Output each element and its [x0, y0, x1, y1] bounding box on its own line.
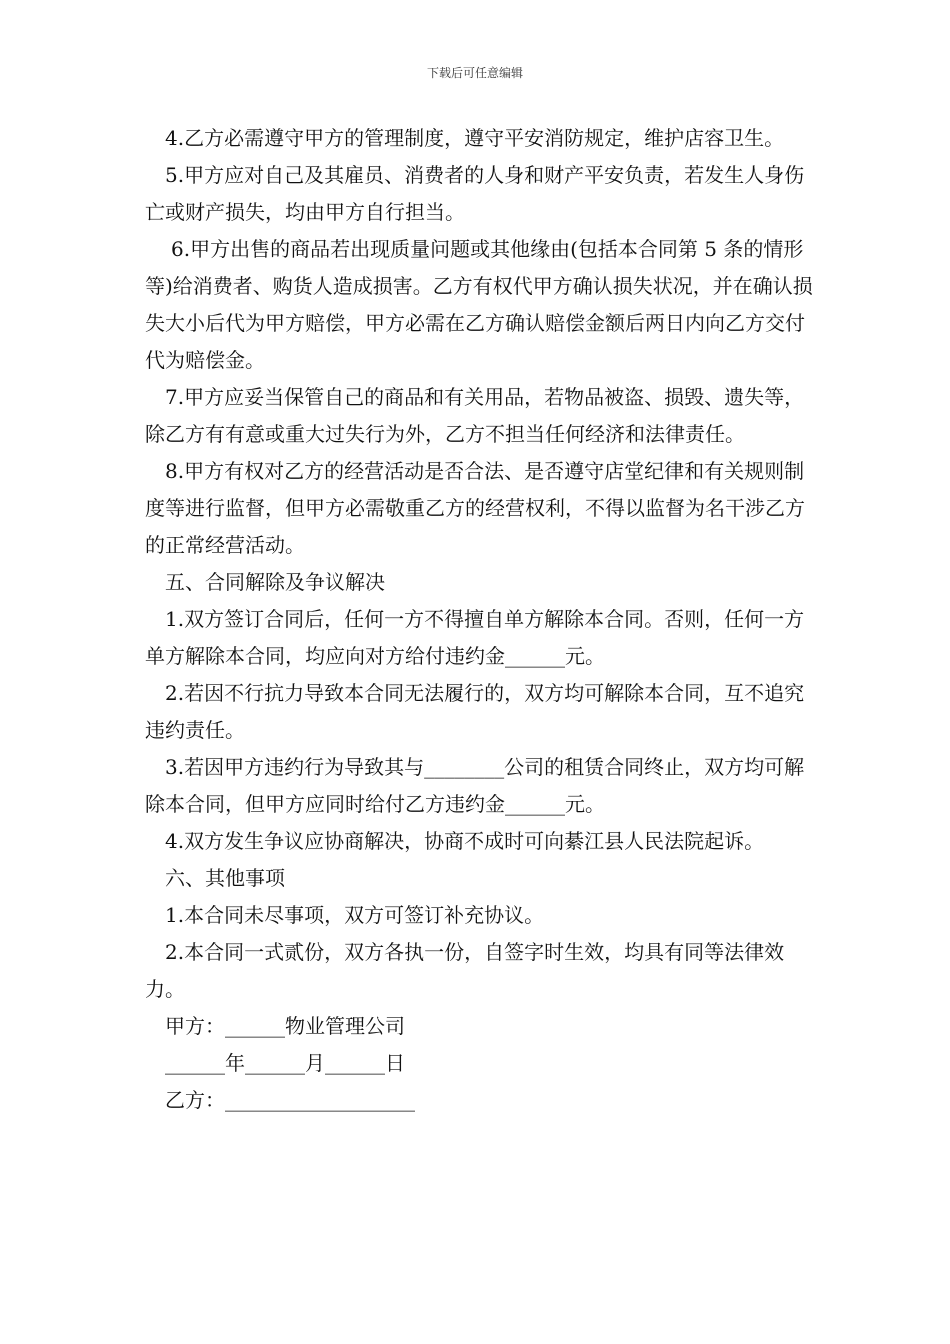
party-b-line: 乙方：___________________: [165, 1088, 415, 1112]
section-5-heading: 五、合同解除及争议解决: [165, 570, 385, 594]
section-5-item-1: 1.双方签订合同后，任何一方不得擅自单方解除本合同。否则，任何一方单方解除本合同，均应向对方给付违约金______元。: [145, 607, 805, 668]
clause-5: 5.甲方应对自己及其雇员、消费者的人身和财产平安负责，若发生人身伤亡或财产损失，均由甲方自行担当。: [145, 163, 805, 224]
section-6-item-1: 1.本合同未尽事项，双方可签订补充协议。: [165, 903, 545, 927]
section-6-item-2: 2.本合同一式贰份，双方各执一份，自签字时生效，均具有同等法律效力。: [145, 940, 785, 1001]
section-5-item-4: 4.双方发生争议应协商解决，协商不成时可向綦江县人民法院起诉。: [165, 829, 765, 853]
clause-8: 8.甲方有权对乙方的经营活动是否合法、是否遵守店堂纪律和有关规则制度等进行监督，但甲方必需敬重乙方的经营权利，不得以监督为名干涉乙方的正常经营活动。: [145, 459, 805, 557]
clause-7: 7.甲方应妥当保管自己的商品和有关用品，若物品被盗、损毁、遗失等，除乙方有有意或重大过失行为外，乙方不担当任何经济和法律责任。: [145, 385, 805, 446]
section-5-item-3: 3.若因甲方违约行为导致其与________公司的租赁合同终止，双方均可解除本合同，但甲方应同时给付乙方违约金______元。: [145, 755, 805, 816]
section-5-item-2: 2.若因不行抗力导致本合同无法履行的，双方均可解除本合同，互不追究违约责任。: [145, 681, 805, 742]
party-a-line: 甲方：______物业管理公司: [165, 1014, 405, 1038]
date-line: ______年______月______日: [165, 1051, 405, 1075]
clause-6: 6.甲方出售的商品若出现质量问题或其他缘由(包括本合同第 5 条的情形等)给消费者、购货人造成损害。乙方有权代甲方确认损失状况，并在确认损失大小后代为甲方赔偿，甲方必需在乙方确认赔偿金额后两日内向乙方交付代为赔偿金。: [145, 237, 813, 372]
page-header: 下载后可任意编辑: [426, 66, 523, 80]
contract-body: [145, 120, 815, 1119]
section-6-heading: 六、其他事项: [165, 866, 285, 890]
clause-4: 4.乙方必需遵守甲方的管理制度，遵守平安消防规定，维护店容卫生。: [165, 126, 785, 150]
